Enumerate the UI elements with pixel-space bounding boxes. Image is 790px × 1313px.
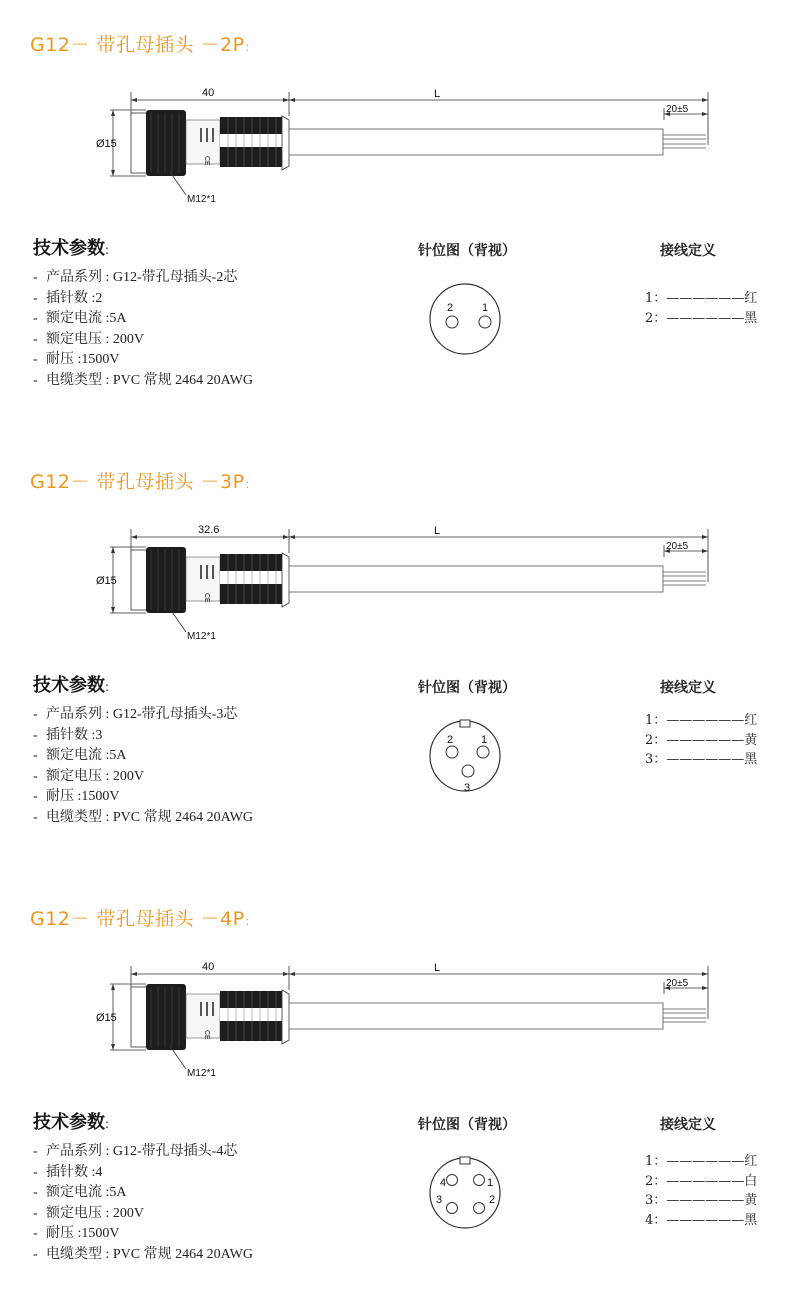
connector-drawing xyxy=(0,944,790,1084)
spec-list xyxy=(33,1142,253,1266)
connector-lip xyxy=(131,113,147,173)
connector-body-neck xyxy=(186,120,220,164)
wiring-row: 2：——————黑 xyxy=(645,310,758,326)
spec-item: - 产品系列 : G12-带孔母插头-2芯 xyxy=(33,270,238,285)
pin-number: 1 xyxy=(482,302,489,314)
pin-number: 1 xyxy=(481,734,488,746)
thread-spec-label: M12*1 xyxy=(187,1068,216,1079)
knurled-nut xyxy=(146,110,186,176)
spec-item: - 额定电流 :5A xyxy=(33,311,127,327)
spec-list xyxy=(33,268,253,392)
pin-hole xyxy=(447,1175,458,1186)
hex-nut xyxy=(282,553,289,607)
wiring-row: 1：——————红 xyxy=(645,1154,758,1169)
cable-body xyxy=(289,129,663,155)
spec-item: - 电缆类型 : PVC 常规 2464 20AWG xyxy=(33,1246,253,1262)
knurled-nut xyxy=(146,547,186,613)
wiring-list xyxy=(645,289,757,328)
spec-item: - 耐压 :1500V xyxy=(33,789,120,805)
dim-strip-label: 20±5 xyxy=(666,541,689,552)
dim-diameter-label: Ø15 xyxy=(96,1012,117,1024)
hex-nut xyxy=(282,116,289,170)
wiring-row: 3：——————黑 xyxy=(645,752,758,767)
pin-number: 2 xyxy=(447,734,454,746)
spec-item: - 额定电压 : 200V xyxy=(33,331,145,347)
spec-item: - 耐压 :1500V xyxy=(33,1226,120,1242)
pin-hole xyxy=(446,746,458,758)
section-title: G12－ 带孔母插头 －4P： xyxy=(30,908,258,930)
pin-number: 3 xyxy=(464,782,471,794)
pin-number: 4 xyxy=(440,1177,447,1189)
spec-item: - 额定电压 : 200V xyxy=(33,1205,145,1221)
connector-section-2p xyxy=(0,0,790,437)
spec-item: - 电缆类型 : PVC 常规 2464 20AWG xyxy=(33,809,253,825)
dim-overall-label: 40 xyxy=(202,87,215,99)
key-notch xyxy=(460,720,470,727)
spec-item: - 产品系列 : G12-带孔母插头-3芯 xyxy=(33,707,238,722)
pin-diagram xyxy=(426,1156,516,1246)
spec-item: - 耐压 :1500V xyxy=(33,352,120,368)
wiring-row: 1：——————红 xyxy=(645,291,758,306)
connector-section-4p xyxy=(0,874,790,1311)
spec-list xyxy=(33,705,253,829)
wiring-list xyxy=(645,711,757,770)
wiring-row: 4：——————黑 xyxy=(645,1212,758,1228)
ce-mark: CE xyxy=(203,156,210,166)
connector-body-neck xyxy=(186,557,220,601)
dim-diameter-label: Ø15 xyxy=(96,575,117,587)
connector-drawing xyxy=(0,70,790,210)
spec-item: - 插针数 :2 xyxy=(33,290,103,306)
spec-item: - 产品系列 : G12-带孔母插头-4芯 xyxy=(33,1144,238,1159)
pin-diagram xyxy=(426,282,516,372)
hex-nut xyxy=(282,990,289,1044)
pin-hole xyxy=(446,316,458,328)
ce-mark: CE xyxy=(203,1030,210,1040)
wiring-row: 2：——————黄 xyxy=(645,732,758,748)
cable-body xyxy=(289,566,663,592)
thread-spec-label: M12*1 xyxy=(187,631,216,642)
dim-overall-label: 40 xyxy=(202,961,215,973)
spec-heading: 技术参数: xyxy=(33,675,110,696)
ce-mark: CE xyxy=(203,593,210,603)
spec-item: - 插针数 :3 xyxy=(33,727,103,743)
spec-item: - 额定电压 : 200V xyxy=(33,768,145,784)
wiring-heading: 接线定义 xyxy=(660,1117,716,1133)
pin-number: 3 xyxy=(436,1194,443,1206)
dim-length-label: L xyxy=(434,962,441,974)
spec-heading: 技术参数: xyxy=(33,238,110,259)
pin-hole xyxy=(479,316,491,328)
wiring-row: 3：——————黄 xyxy=(645,1193,758,1208)
pin-diagram xyxy=(426,719,516,809)
key-notch xyxy=(460,1157,470,1164)
spec-item: - 电缆类型 : PVC 常规 2464 20AWG xyxy=(33,372,253,388)
wiring-heading: 接线定义 xyxy=(660,680,716,696)
wiring-heading: 接线定义 xyxy=(660,243,716,259)
pin-diagram-heading: 针位图（背视） xyxy=(418,1117,516,1133)
dim-strip-label: 20±5 xyxy=(666,104,689,115)
pin-hole xyxy=(474,1175,485,1186)
pin-diagram-heading: 针位图（背视） xyxy=(418,243,516,259)
dim-overall-label: 32.6 xyxy=(198,524,220,536)
spec-heading: 技术参数: xyxy=(33,1112,110,1133)
pin-hole xyxy=(447,1203,458,1214)
cable-body xyxy=(289,1003,663,1029)
wiring-row: 2：——————白 xyxy=(645,1173,758,1189)
spec-item: - 额定电流 :5A xyxy=(33,1185,127,1201)
pin-hole xyxy=(462,765,474,777)
spec-item: - 额定电流 :5A xyxy=(33,748,127,764)
pin-number: 2 xyxy=(489,1194,496,1206)
spec-item: - 插针数 :4 xyxy=(33,1164,103,1180)
pin-hole xyxy=(477,746,489,758)
dim-length-label: L xyxy=(434,88,441,100)
dim-length-label: L xyxy=(434,525,441,537)
pin-diagram-heading: 针位图（背视） xyxy=(418,680,516,696)
knurled-nut xyxy=(146,984,186,1050)
section-title: G12－ 带孔母插头 －3P： xyxy=(30,471,258,493)
dim-strip-label: 20±5 xyxy=(666,978,689,989)
wiring-list xyxy=(645,1152,757,1230)
pin-number: 1 xyxy=(487,1177,494,1189)
thread-spec-label: M12*1 xyxy=(187,194,216,205)
section-title: G12－ 带孔母插头 －2P： xyxy=(30,34,258,56)
pin-number: 2 xyxy=(447,302,454,314)
pin-hole xyxy=(474,1203,485,1214)
connector-drawing xyxy=(0,507,790,647)
connector-section-3p xyxy=(0,437,790,874)
wiring-row: 1：——————红 xyxy=(645,713,758,728)
connector-lip xyxy=(131,987,147,1047)
connector-lip xyxy=(131,550,147,610)
connector-body-neck xyxy=(186,994,220,1038)
dim-diameter-label: Ø15 xyxy=(96,138,117,150)
